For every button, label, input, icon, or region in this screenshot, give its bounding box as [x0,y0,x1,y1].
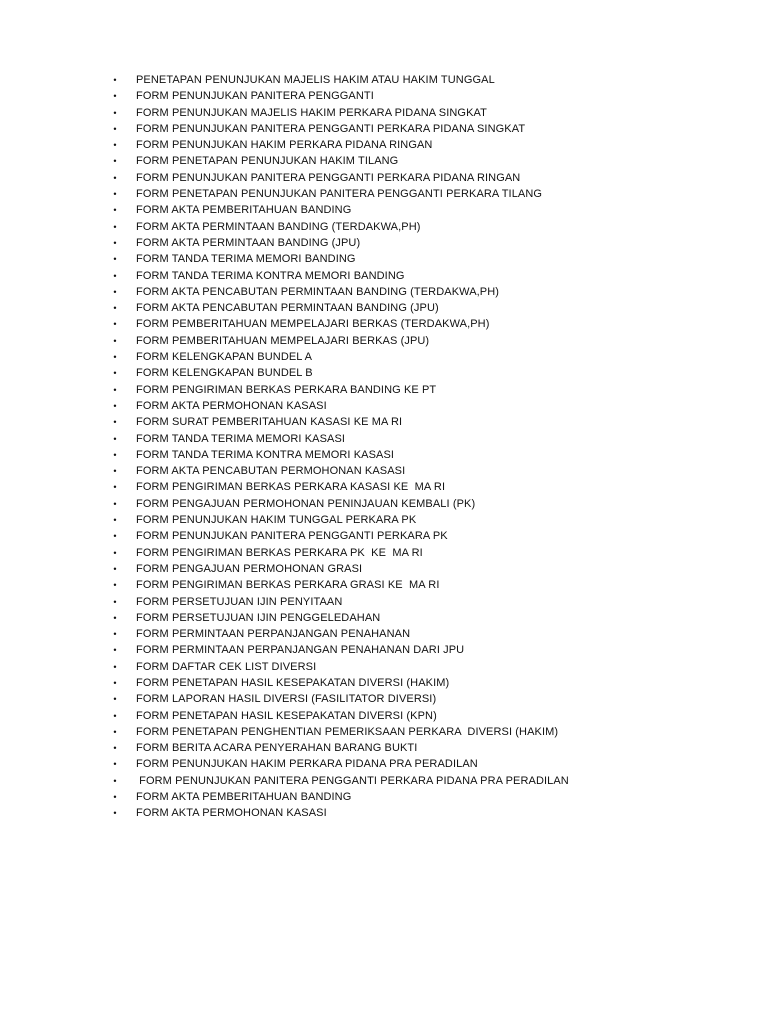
bullet-icon: • [113,107,117,118]
list-item-text: FORM PENGAJUAN PERMOHONAN PENINJAUAN KEMBALI (PK) [136,497,476,510]
list-item-text: FORM AKTA PERMINTAAN BANDING (JPU) [136,236,361,249]
bullet-icon: • [113,775,117,786]
list-item-text: FORM AKTA PERMOHONAN KASASI [136,399,327,412]
list-item-text: FORM LAPORAN HASIL DIVERSI (FASILITATOR DIVERSI) [136,693,437,706]
list-item-text: FORM BERITA ACARA PENYERAHAN BARANG BUKTI [136,742,418,755]
list-item-text: FORM AKTA PENCABUTAN PERMINTAAN BANDING (TERDAKWA,PH) [136,285,500,298]
list-item [110,528,750,544]
list-item [110,659,750,675]
bullet-icon: • [113,449,117,460]
list-item-text: FORM PERSETUJUAN IJIN PENYITAAN [136,595,343,608]
bullet-icon: • [113,759,117,770]
bullet-icon: • [113,221,117,232]
list-item-text: FORM PENETAPAN HASIL KESEPAKATAN DIVERSI (KPN) [136,709,437,722]
list-item [110,708,750,724]
list-item [110,577,750,593]
list-item-text: FORM PENETAPAN PENGHENTIAN PEMERIKSAAN PERKARA DIVERSI (HAKIM) [136,725,559,738]
bullet-icon: • [113,91,117,102]
bullet-icon: • [113,645,117,656]
list-item-text: PENETAPAN PENUNJUKAN MAJELIS HAKIM ATAU HAKIM TUNGGAL [136,74,495,86]
bullet-icon: • [113,482,117,493]
list-item [110,756,750,772]
list-item-text: FORM PERMINTAAN PERPANJANGAN PENAHANAN [136,628,411,641]
bullet-icon: • [113,352,117,363]
list-item-text: FORM PENUNJUKAN PANITERA PENGGANTI PERKARA PIDANA PRA PERADILAN [136,774,569,787]
list-item-text: FORM TANDA TERIMA MEMORI BANDING [136,253,356,266]
bullet-icon: • [113,710,117,721]
list-item-text: FORM AKTA PEMBERITAHUAN BANDING [136,204,352,217]
bullet-icon: • [113,726,117,737]
bullet-icon: • [113,531,117,542]
list-item [110,431,750,447]
list-item-text: FORM PERSETUJUAN IJIN PENGGELEDAHAN [136,611,381,624]
list-item-text: FORM AKTA PERMOHONAN KASASI [136,807,327,820]
list-item [110,251,750,267]
list-item [110,414,750,430]
bullet-icon: • [113,400,117,411]
bullet-icon: • [113,205,117,216]
list-item [110,219,750,235]
list-item [110,284,750,300]
bullet-icon: • [113,808,117,819]
bullet-icon: • [113,661,117,672]
list-item [110,626,750,642]
list-item-text: FORM PEMBERITAHUAN MEMPELAJARI BERKAS (TERDAKWA,PH) [136,318,490,331]
bullet-icon: • [113,368,117,379]
list-item-text: FORM SURAT PEMBERITAHUAN KASASI KE MA RI [136,416,403,429]
bullet-icon: • [113,743,117,754]
list-item-text: FORM PENUNJUKAN HAKIM TUNGGAL PERKARA PK [136,514,417,527]
list-item [110,186,750,202]
bullet-icon: • [113,417,117,428]
bullet-icon: • [113,580,117,591]
list-item-text: FORM PENGIRIMAN BERKAS PERKARA GRASI KE MA RI [136,579,440,592]
bullet-icon: • [113,254,117,265]
list-item [110,88,750,104]
bullet-icon: • [113,335,117,346]
list-item [110,447,750,463]
bullet-icon: • [113,75,117,85]
bullet-icon: • [113,189,117,200]
list-item [110,382,750,398]
bullet-icon: • [113,237,117,248]
list-item-text: FORM PENUNJUKAN MAJELIS HAKIM PERKARA PIDANA SINGKAT [136,106,487,119]
list-item [110,479,750,495]
list-item-text: FORM PENGIRIMAN BERKAS PERKARA KASASI KE MA RI [136,481,446,494]
bullet-icon: • [113,384,117,395]
list-item [110,137,750,153]
bullet-icon: • [113,270,117,281]
list-item-text: FORM PENGIRIMAN BERKAS PERKARA PK KE MA RI [136,546,423,559]
bullet-icon: • [113,547,117,558]
bullet-icon: • [113,629,117,640]
list-item-text: FORM TANDA TERIMA KONTRA MEMORI KASASI [136,448,395,461]
list-item [110,610,750,626]
list-item [110,365,750,381]
list-item [110,105,750,121]
list-item-text: FORM PENUNJUKAN PANITERA PENGGANTI PERKARA PK [136,530,448,543]
list-item [110,316,750,332]
list-item-text: FORM PENUNJUKAN PANITERA PENGGANTI PERKARA PIDANA RINGAN [136,171,521,184]
list-item [110,773,750,789]
bullet-icon: • [113,172,117,183]
list-item [110,512,750,528]
bullet-icon: • [113,286,117,297]
bullet-icon: • [113,563,117,574]
bullet-icon: • [113,694,117,705]
bullet-icon: • [113,433,117,444]
list-item-text: FORM PENUNJUKAN HAKIM PERKARA PIDANA PRA PERADILAN [136,758,478,771]
bullet-icon: • [113,303,117,314]
list-item [110,545,750,561]
list-item [110,594,750,610]
list-item [110,675,750,691]
list-item-text: FORM KELENGKAPAN BUNDEL A [136,351,313,364]
bullet-icon: • [113,612,117,623]
list-item [110,740,750,756]
list-item [110,496,750,512]
bullet-icon: • [113,156,117,167]
list-item [110,398,750,414]
bullet-icon: • [113,498,117,509]
bullet-icon: • [113,792,117,803]
list-item [110,333,750,349]
list-item-text: FORM PENGIRIMAN BERKAS PERKARA BANDING KE PT [136,383,437,396]
bullet-icon: • [113,596,117,607]
list-item-text: FORM DAFTAR CEK LIST DIVERSI [136,660,317,673]
list-item-text: FORM AKTA PENCABUTAN PERMOHONAN KASASI [136,465,406,478]
bullet-icon: • [113,466,117,477]
bullet-icon: • [113,140,117,151]
bullet-icon: • [113,123,117,134]
form-list [110,72,750,822]
list-item [110,561,750,577]
list-item-text: FORM PEMBERITAHUAN MEMPELAJARI BERKAS (JPU) [136,334,430,347]
bullet-icon: • [113,677,117,688]
list-item-text: FORM PENGAJUAN PERMOHONAN GRASI [136,562,363,575]
bullet-icon: • [113,515,117,526]
list-item [110,724,750,740]
list-item [110,268,750,284]
list-item [110,300,750,316]
list-item [110,121,750,137]
bullet-icon: • [113,319,117,330]
list-item-text: FORM PENETAPAN HASIL KESEPAKATAN DIVERSI (HAKIM) [136,676,450,689]
list-item [110,349,750,365]
list-item-text: FORM PENETAPAN PENUNJUKAN PANITERA PENGGANTI PERKARA TILANG [136,188,543,201]
list-item [110,805,750,821]
list-item-text: FORM PENUNJUKAN PANITERA PENGGANTI [136,90,374,103]
list-item [110,463,750,479]
list-item-text: FORM PERMINTAAN PERPANJANGAN PENAHANAN DARI JPU [136,644,465,657]
list-item [110,72,750,88]
list-item [110,153,750,169]
list-item-text: FORM KELENGKAPAN BUNDEL B [136,367,313,380]
list-item-text: FORM PENUNJUKAN PANITERA PENGGANTI PERKARA PIDANA SINGKAT [136,122,526,135]
list-item [110,789,750,805]
list-item-text: FORM PENETAPAN PENUNJUKAN HAKIM TILANG [136,155,399,168]
list-item-text: FORM PENUNJUKAN HAKIM PERKARA PIDANA RINGAN [136,139,433,152]
list-item [110,202,750,218]
list-item-text: FORM TANDA TERIMA MEMORI KASASI [136,432,346,445]
list-item-text: FORM AKTA PENCABUTAN PERMINTAAN BANDING (JPU) [136,302,439,315]
list-item-text: FORM AKTA PEMBERITAHUAN BANDING [136,791,352,804]
list-item [110,235,750,251]
list-item [110,691,750,707]
list-item-text: FORM AKTA PERMINTAAN BANDING (TERDAKWA,PH) [136,220,421,233]
list-item [110,642,750,658]
list-item-text: FORM TANDA TERIMA KONTRA MEMORI BANDING [136,269,405,282]
list-item [110,170,750,186]
